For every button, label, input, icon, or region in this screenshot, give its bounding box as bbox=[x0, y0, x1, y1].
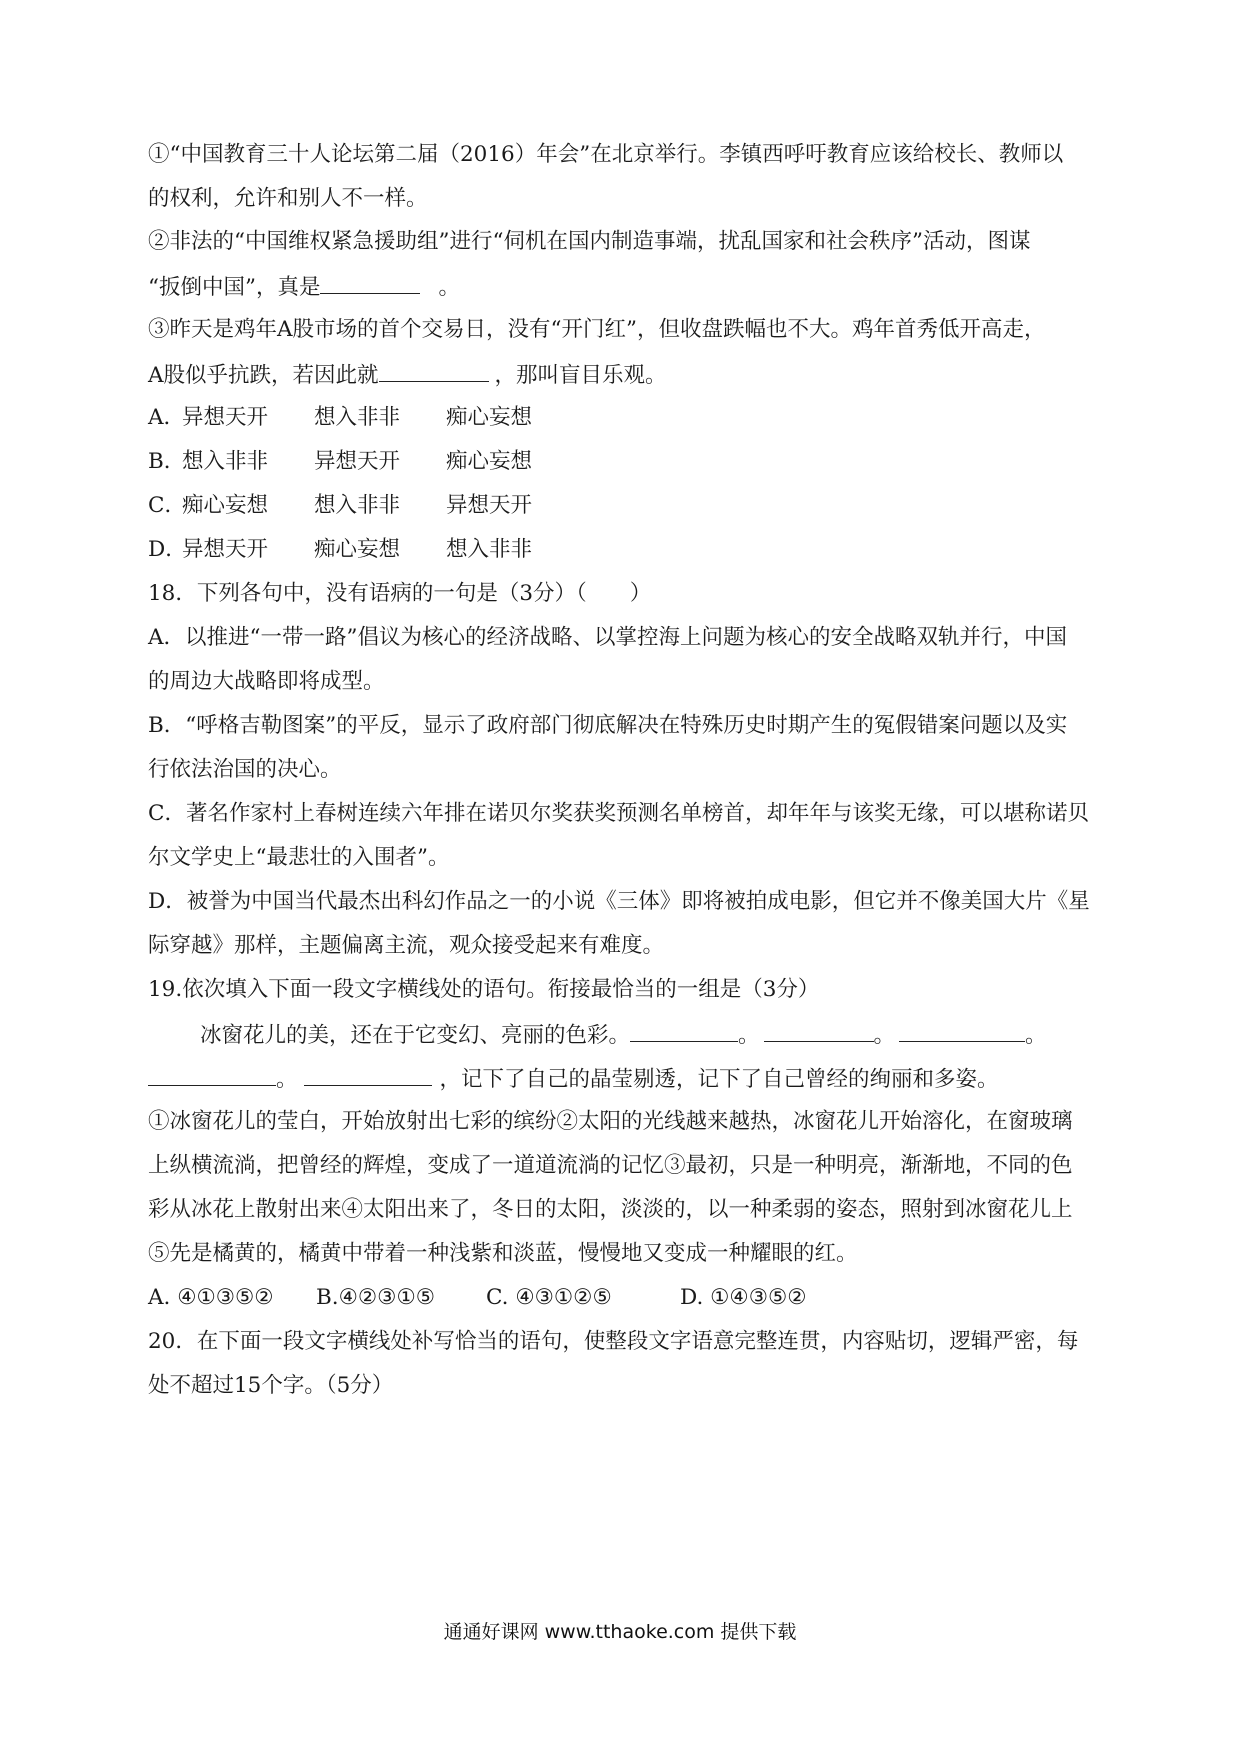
q18-option-c-line-2: 尔文学史上“最悲壮的入围者”。 bbox=[148, 845, 450, 870]
answer-blank bbox=[148, 1063, 276, 1086]
q18-option-a-line-2: 的周边大战略即将成型。 bbox=[148, 669, 385, 694]
q19-choices-line-4: ⑤先是橘黄的，橘黄中带着一种浅紫和淡蓝，慢慢地又变成一种耀眼的红。 bbox=[148, 1241, 858, 1266]
option-word: 痴心妄想 bbox=[314, 537, 401, 562]
q18-stem: 18．下列各句中，没有语病的一句是（3分）（ ） bbox=[148, 581, 652, 606]
q19-option-d: D. ①④③⑤② bbox=[680, 1285, 807, 1310]
option-label: D． bbox=[148, 537, 187, 562]
option-word: 异想天开 bbox=[182, 537, 269, 562]
q19-option-c: C. ④③①②⑤ bbox=[486, 1285, 612, 1310]
q19-choices-line-2: 上纵横流淌，把曾经的辉煌，变成了一道道流淌的记忆③最初，只是一种明亮，渐渐地，不同的色 bbox=[148, 1153, 1073, 1178]
q17-option-b bbox=[148, 447, 532, 477]
q17-option-d bbox=[148, 535, 532, 565]
q17-sentence-2-line-1: ②非法的“中国维权紧急援助组”进行“伺机在国内制造事端，扰乱国家和社会秩序”活动，图谋 bbox=[148, 229, 1031, 254]
q19-choices-line-1: ①冰窗花儿的莹白，开始放射出七彩的缤纷②太阳的光线越来越热，冰窗花儿开始溶化，在窗玻璃 bbox=[148, 1109, 1073, 1134]
option-word: 想入非非 bbox=[314, 405, 401, 430]
option-word: 想入非非 bbox=[314, 493, 401, 518]
answer-blank bbox=[764, 1019, 874, 1042]
q17-sentence-3-line-2 bbox=[148, 359, 667, 391]
q18-option-d-line-1: D．被誉为中国当代最杰出科幻作品之一的小说《三体》即将被拍成电影，但它并不像美国大片《星 bbox=[148, 889, 1090, 914]
q19-option-b: B.④②③①⑤ bbox=[316, 1285, 436, 1310]
q19-choices-line-3: 彩从冰花上散射出来④太阳出来了，冬日的太阳，淡淡的，以一种柔弱的姿态，照射到冰窗花儿上 bbox=[148, 1197, 1073, 1222]
answer-blank bbox=[630, 1019, 738, 1042]
q18-option-c-line-1: C．著名作家村上春树连续六年排在诺贝尔奖获奖预测名单榜首，却年年与该奖无缘，可以堪称诺贝 bbox=[148, 801, 1089, 826]
option-word: 异想天开 bbox=[314, 449, 401, 474]
option-word: 痴心妄想 bbox=[446, 405, 533, 430]
q17-sentence-3-line-1: ③昨天是鸡年A股市场的首个交易日，没有“开门红”，但收盘跌幅也不大。鸡年首秀低开高走， bbox=[148, 317, 1046, 342]
option-word: 痴心妄想 bbox=[446, 449, 533, 474]
q19-option-a: A. ④①③⑤② bbox=[148, 1285, 274, 1310]
q20-stem-line-2: 处不超过15个字。（5分） bbox=[148, 1373, 394, 1398]
q17-sentence-2-end: 。 bbox=[438, 275, 460, 300]
option-word: 异想天开 bbox=[182, 405, 269, 430]
answer-blank bbox=[320, 271, 420, 294]
option-label: C． bbox=[148, 493, 186, 518]
option-word: 想入非非 bbox=[446, 537, 533, 562]
q17-sentence-3-text: A股似乎抗跌，若因此就 bbox=[148, 363, 379, 388]
option-word: 异想天开 bbox=[446, 493, 533, 518]
q17-sentence-1-line-1: ①“中国教育三十人论坛第二届（2016）年会”在北京举行。李镇西呼吁教育应该给校长、教师以 bbox=[148, 142, 1064, 167]
q19-passage-line-2 bbox=[148, 1063, 999, 1095]
answer-blank bbox=[379, 359, 489, 382]
separator: 。 bbox=[738, 1023, 760, 1048]
option-word: 想入非非 bbox=[182, 449, 269, 474]
q18-option-a-line-1: A．以推进“一带一路”倡议为核心的经济战略、以掌控海上问题为核心的安全战略双轨并行，中国 bbox=[148, 625, 1068, 650]
answer-blank bbox=[304, 1063, 432, 1086]
option-word: 痴心妄想 bbox=[182, 493, 269, 518]
q19-options bbox=[148, 1283, 807, 1313]
q19-passage-text: 冰窗花儿的美，还在于它变幻、亮丽的色彩。 bbox=[200, 1023, 631, 1048]
q19-passage-tail: ，记下了自己的晶莹剔透，记下了自己曾经的绚丽和多姿。 bbox=[439, 1067, 999, 1092]
q18-option-d-line-2: 际穿越》那样，主题偏离主流，观众接受起来有难度。 bbox=[148, 933, 665, 958]
q19-stem: 19.依次填入下面一段文字横线处的语句。衔接最恰当的一组是（3分） bbox=[148, 977, 820, 1002]
q17-option-c bbox=[148, 491, 532, 521]
q18-option-b-line-1: B．“呼格吉勒图案”的平反，显示了政府部门彻底解决在特殊历史时期产生的冤假错案问题以及实 bbox=[148, 713, 1068, 738]
q17-sentence-1-line-2: 的权利，允许和别人不一样。 bbox=[148, 186, 428, 211]
option-label: A． bbox=[148, 405, 186, 430]
page-footer: 通通好课网 www.tthaoke.com 提供下载 bbox=[443, 1621, 797, 1643]
q17-sentence-2-line-2 bbox=[148, 271, 460, 303]
q19-passage-line-1 bbox=[200, 1019, 1047, 1051]
separator: 。 bbox=[276, 1067, 298, 1092]
q18-option-b-line-2: 行依法治国的决心。 bbox=[148, 757, 342, 782]
separator: 。 bbox=[1025, 1023, 1047, 1048]
answer-blank bbox=[899, 1019, 1025, 1042]
option-label: B． bbox=[148, 449, 186, 474]
q20-stem-line-1: 20．在下面一段文字横线处补写恰当的语句，使整段文字语意完整连贯，内容贴切，逻辑严密，每 bbox=[148, 1329, 1079, 1354]
separator: 。 bbox=[873, 1023, 896, 1048]
q17-sentence-2-text: “扳倒中国”，真是 bbox=[148, 275, 321, 300]
q17-sentence-3-end: ，那叫盲目乐观。 bbox=[494, 363, 667, 388]
q17-option-a bbox=[148, 403, 532, 433]
